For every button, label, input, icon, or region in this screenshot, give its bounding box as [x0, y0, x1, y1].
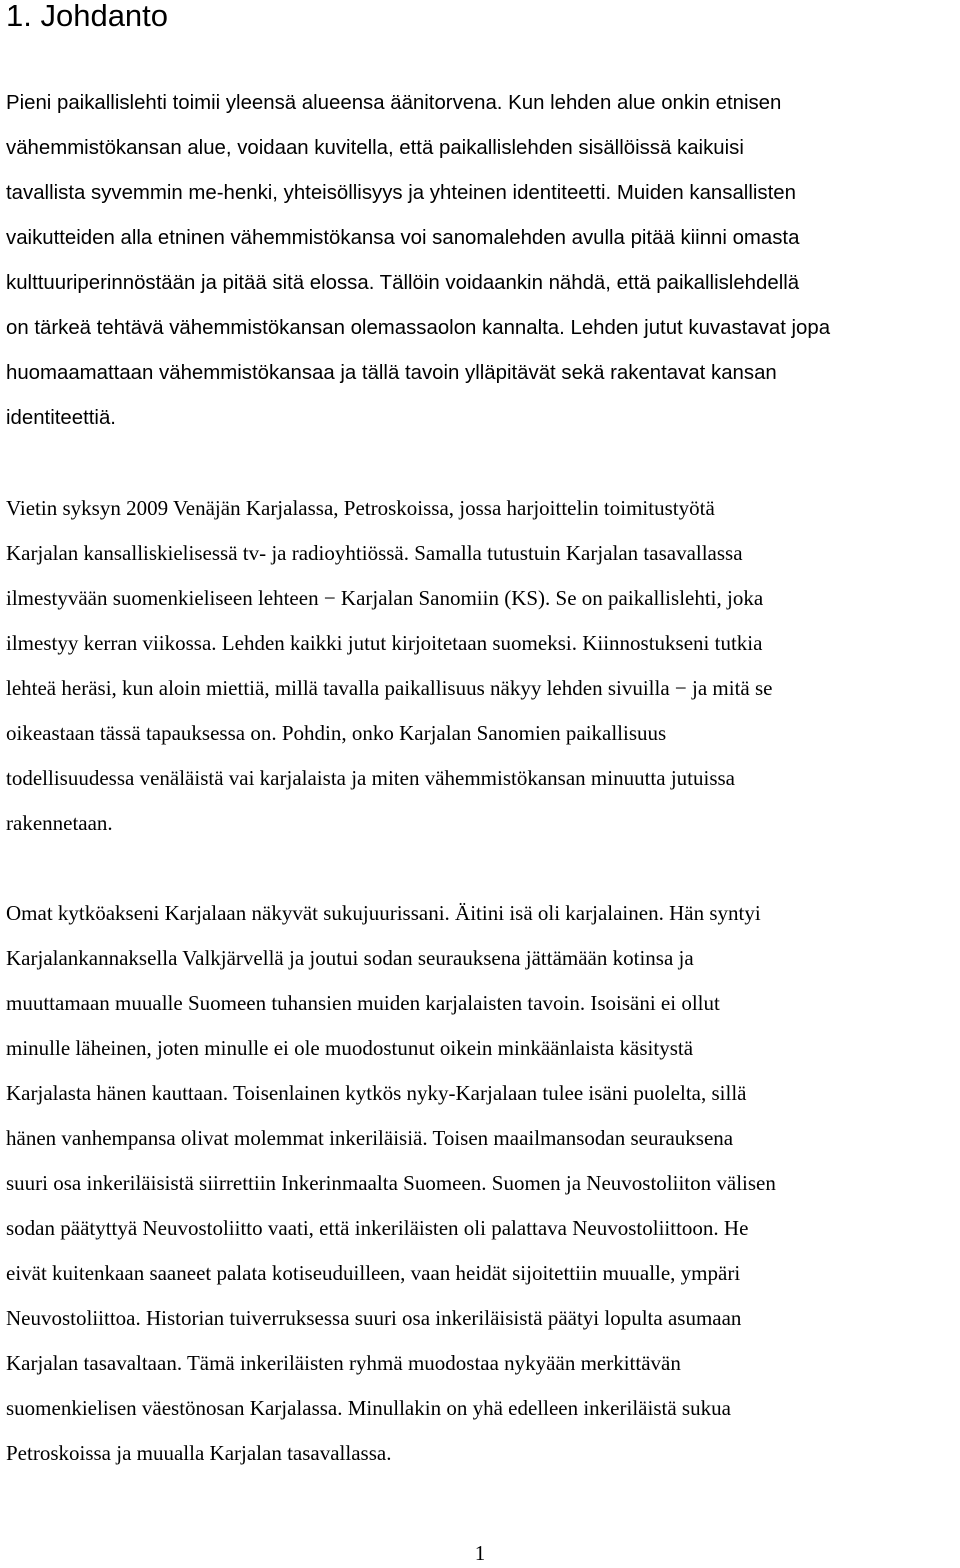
- paragraph-2: [6, 486, 958, 846]
- text-line: identiteettiä.: [6, 407, 116, 429]
- text-line: suomenkielisen väestönosan Karjalassa. Minullakin on yhä edelleen inkeriläistä sukua: [6, 1396, 731, 1420]
- text-line: on tärkeä tehtävä vähemmistökansan olemassaolon kannalta. Lehden jutut kuvastavat jopa: [6, 317, 831, 339]
- text-line: vaikutteiden alla etninen vähemmistökansa voi sanomalehden avulla pitää kiinni omasta: [6, 227, 800, 249]
- section-heading: 1. Johdanto: [6, 0, 169, 33]
- text-line: Pieni paikallislehti toimii yleensä alueensa äänitorvena. Kun lehden alue onkin etnisen: [6, 92, 782, 114]
- text-line: tavallista syvemmin me-henki, yhteisöllisyys ja yhteinen identiteetti. Muiden kansallisten: [6, 182, 796, 204]
- text-line: muuttamaan muualle Suomeen tuhansien muiden karjalaisten tavoin. Isoisäni ei ollut: [6, 991, 720, 1015]
- text-line: ilmestyy kerran viikossa. Lehden kaikki jutut kirjoitetaan suomeksi. Kiinnostukseni tutkia: [6, 631, 763, 655]
- text-line: kulttuuriperinnöstään ja pitää sitä elossa. Tällöin voidaankin nähdä, että paikallislehdellä: [6, 272, 800, 294]
- text-line: Neuvostoliittoa. Historian tuiverruksessa suuri osa inkeriläisistä päätyi lopulta asumaan: [6, 1306, 742, 1330]
- text-line: Karjalan tasavaltaan. Tämä inkeriläisten ryhmä muodostaa nykyään merkittävän: [6, 1351, 681, 1375]
- paragraph-3: [6, 891, 958, 1476]
- text-line: todellisuudessa venäläistä vai karjalaista ja miten vähemmistökansan minuutta jutuissa: [6, 766, 735, 790]
- text-line: Karjalasta hänen kauttaan. Toisenlainen kytkös nyky-Karjalaan tulee isäni puolelta, sillä: [6, 1081, 747, 1105]
- text-line: oikeastaan tässä tapauksessa on. Pohdin, onko Karjalan Sanomien paikallisuus: [6, 721, 667, 745]
- text-line: vähemmistökansan alue, voidaan kuvitella, että paikallislehden sisällöissä kaikuisi: [6, 137, 744, 159]
- text-line: Karjalankannaksella Valkjärvellä ja joutui sodan seurauksena jättämään kotinsa ja: [6, 946, 694, 970]
- text-line: Petroskoissa ja muualla Karjalan tasavallassa.: [6, 1441, 392, 1465]
- text-line: Vietin syksyn 2009 Venäjän Karjalassa, Petroskoissa, jossa harjoittelin toimitustyötä: [6, 496, 715, 520]
- text-line: suuri osa inkeriläisistä siirrettiin Inkerinmaalta Suomeen. Suomen ja Neuvostoliiton välisen: [6, 1171, 776, 1195]
- text-line: huomaamattaan vähemmistökansaa ja tällä tavoin ylläpitävät sekä rakentavat kansan: [6, 362, 777, 384]
- text-line: Karjalan kansalliskielisessä tv- ja radioyhtiössä. Samalla tutustuin Karjalan tasavallassa: [6, 541, 743, 565]
- paragraph-1: [6, 81, 958, 441]
- text-line: ilmestyvään suomenkieliseen lehteen − Karjalan Sanomiin (KS). Se on paikallislehti, joka: [6, 586, 764, 610]
- text-line: lehteä heräsi, kun aloin miettiä, millä tavalla paikallisuus näkyy lehden sivuilla − ja mitä se: [6, 676, 773, 700]
- text-line: sodan päätyttyä Neuvostoliitto vaati, että inkeriläisten oli palattava Neuvostoliittoon. He: [6, 1216, 749, 1240]
- text-line: minulle läheinen, joten minulle ei ole muodostunut oikein minkäänlaista käsitystä: [6, 1036, 694, 1060]
- text-line: hänen vanhempansa olivat molemmat inkeriläisiä. Toisen maailmansodan seurauksena: [6, 1126, 734, 1150]
- text-line: Omat kytköakseni Karjalaan näkyvät sukujuurissani. Äitini isä oli karjalainen. Hän syntyi: [6, 901, 761, 925]
- page-number: 1: [474, 1541, 486, 1565]
- text-line: rakennetaan.: [6, 811, 113, 835]
- text-line: eivät kuitenkaan saaneet palata kotiseuduilleen, vaan heidät sijoitettiin muualle, ympäri: [6, 1261, 741, 1285]
